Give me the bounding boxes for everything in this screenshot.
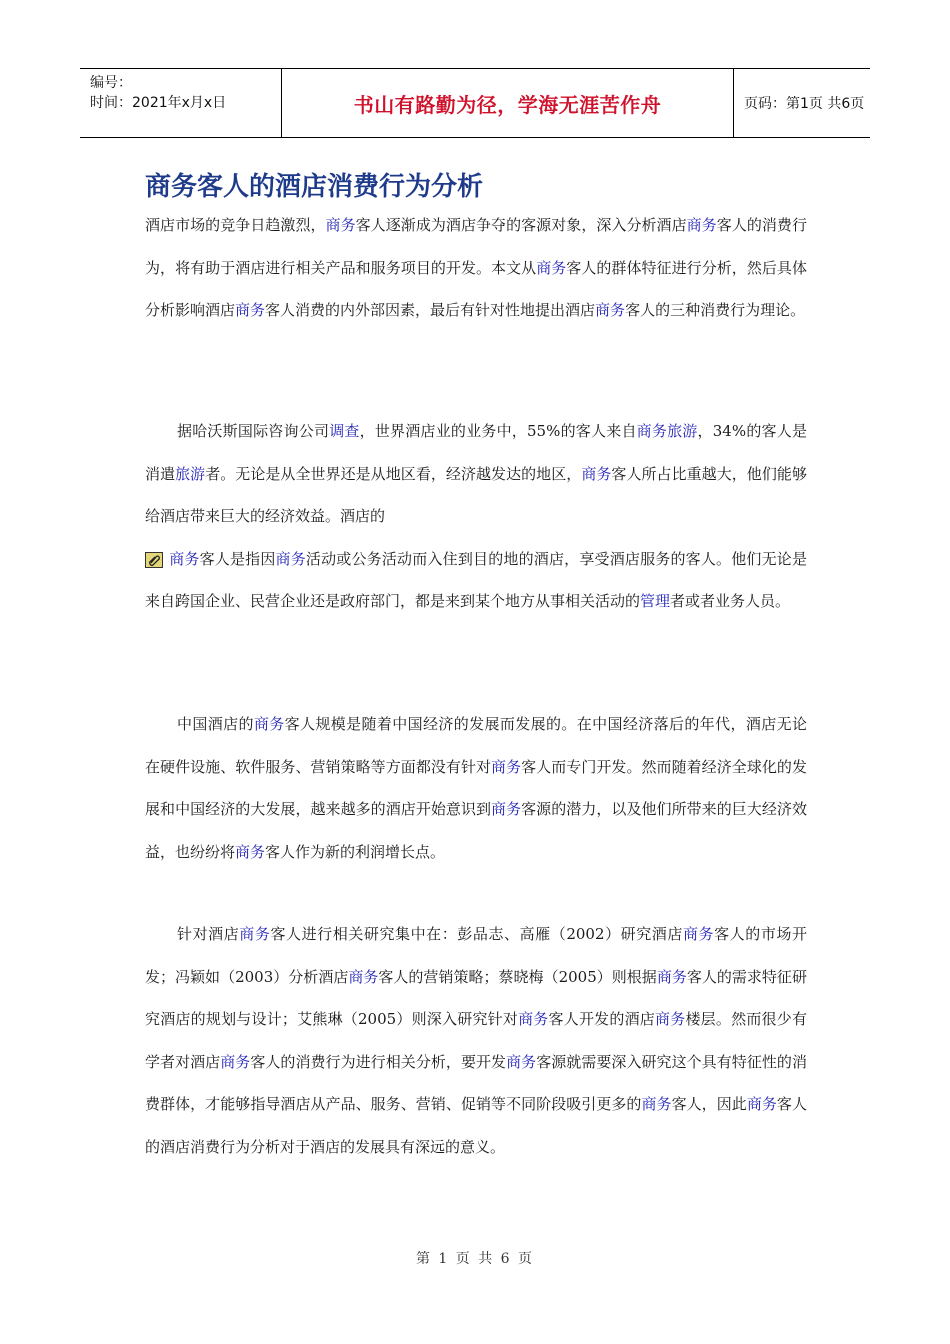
keyword-link[interactable]: 商务 — [536, 258, 567, 277]
keyword-link[interactable]: 商务 — [235, 842, 266, 861]
attachment-icon[interactable] — [145, 552, 163, 568]
text-run: 客人的群体特征进行分析，然后具体分析影响酒店 — [145, 258, 807, 319]
text-run: 客人逐渐成为酒店争夺的客源对象，深入分析酒店 — [355, 216, 687, 234]
keyword-link[interactable]: 商务 — [169, 549, 200, 568]
keyword-link[interactable]: 商务 — [275, 549, 306, 568]
keyword-link[interactable]: 商务 — [235, 301, 266, 319]
text-run: 客人的消费行为进行相关分析，要开发 — [250, 1052, 507, 1071]
text-run: 客人的市场开发；冯颖如（2003）分析酒店 — [145, 925, 807, 986]
keyword-link[interactable]: 商务 — [220, 1052, 251, 1071]
keyword-link[interactable]: 商务 — [518, 1010, 549, 1028]
text-run: 针对酒店 — [177, 925, 240, 943]
text-run: 客人的三种消费行为理论。 — [625, 301, 806, 319]
header-page-info-cell — [734, 69, 870, 137]
keyword-link[interactable]: 商务 — [595, 301, 626, 319]
page-header — [80, 68, 870, 138]
text-run: 酒店市场的竞争日趋激烈， — [145, 216, 326, 234]
keyword-link[interactable]: 商务 — [325, 216, 356, 234]
text-run: 楼层。然而很少有学者对酒店 — [145, 1010, 807, 1071]
text-run: 者或者业务人员。 — [670, 592, 791, 610]
keyword-link[interactable]: 管理 — [640, 592, 671, 610]
keyword-link[interactable]: 商务旅游 — [636, 422, 698, 440]
keyword-link[interactable]: 调查 — [329, 422, 360, 440]
header-motto: 书山有路勤为径，学海无涯苦作舟 — [353, 92, 662, 117]
keyword-link[interactable]: 商务 — [239, 925, 271, 943]
text-run: 客人所占比重越大，他们能够给酒店带来巨大的经济效益。酒店的 — [145, 464, 807, 525]
text-run: ，34%的客人是消遣 — [145, 422, 807, 483]
text-run: 活动或公务活动而入住到目的地的酒店，享受酒店服务的客人。他们无论是来自跨国企业、民营企业还是政府部门，都是来到某个地方从事相关活动的 — [145, 549, 807, 610]
text-run: 中国酒店的 — [177, 715, 254, 733]
date-text: 时间：2021年x月x日 — [90, 95, 227, 111]
header-page-info: 页码：第1页 共6页 — [744, 96, 865, 112]
text-run: 客人，因此 — [671, 1095, 747, 1113]
serial-label: 编号： — [90, 75, 132, 91]
header-motto-cell — [281, 69, 734, 137]
keyword-link[interactable]: 旅游 — [175, 464, 206, 483]
keyword-link[interactable]: 商务 — [686, 216, 717, 234]
document-title: 商务客人的酒店消费行为分析 — [145, 172, 484, 202]
header-meta — [80, 69, 281, 137]
keyword-link[interactable]: 商务 — [491, 757, 522, 776]
text-run: 客人是指因 — [199, 549, 276, 568]
text-run: 客人开发的酒店 — [548, 1010, 656, 1028]
paragraph-3 — [145, 703, 807, 873]
keyword-link[interactable]: 商务 — [348, 967, 379, 986]
keyword-link[interactable]: 商务 — [656, 967, 687, 986]
text-run: 客人的营销策略；蔡晓梅（2005）则根据 — [378, 967, 657, 986]
text-run: 客人作为新的利润增长点。 — [265, 842, 446, 861]
text-run: ，世界酒店业的业务中，55%的客人来自 — [359, 422, 637, 440]
paragraph-1 — [145, 204, 807, 332]
text-run: 客人规模是随着中国经济的发展而发展的。在中国经济落后的年代，酒店无论在硬件设施、软件服务、营销策略等方面都没有针对 — [145, 715, 807, 776]
keyword-link[interactable]: 商务 — [746, 1095, 777, 1113]
keyword-link[interactable]: 商务 — [581, 464, 612, 483]
text-run: 客人的消费行为，将有助于酒店进行相关产品和服务项目的开发。本文从 — [145, 216, 807, 277]
keyword-link[interactable]: 商务 — [491, 800, 522, 818]
keyword-link[interactable]: 商务 — [655, 1010, 686, 1028]
text-run: 客源的潜力，以及他们所带来的巨大经济效益，也纷纷将 — [145, 800, 807, 861]
text-run: 客人消费的内外部因素，最后有针对性地提出酒店 — [265, 301, 596, 319]
keyword-link[interactable]: 商务 — [253, 715, 285, 733]
paragraph-2 — [145, 410, 807, 623]
text-run: 者。无论是从全世界还是从地区看，经济越发达的地区， — [205, 464, 582, 483]
text-run: 据哈沃斯国际咨询公司 — [177, 422, 330, 440]
paragraph-4 — [145, 913, 807, 1168]
keyword-link[interactable]: 商务 — [641, 1095, 672, 1113]
text-run: 客源就需要深入研究这个具有特征性的消费群体，才能够指导酒店从产品、服务、营销、促销等不同阶段吸引更多的 — [145, 1052, 807, 1113]
text-run: 客人进行相关研究集中在：彭品志、高雁（2002）研究酒店 — [270, 925, 683, 943]
text-run: 客人而专门开发。然而随着经济全球化的发展和中国经济的大发展，越来越多的酒店开始意识到 — [145, 757, 807, 818]
keyword-link[interactable]: 商务 — [506, 1052, 537, 1071]
text-run: 客人的酒店消费行为分析对于酒店的发展具有深远的意义。 — [145, 1095, 807, 1156]
page-footer: 第 1 页 共 6 页 — [415, 1251, 535, 1267]
keyword-link[interactable]: 商务 — [682, 925, 715, 943]
text-run: 客人的需求特征研究酒店的规划与设计；艾熊琳（2005）则深入研究针对 — [145, 967, 807, 1028]
